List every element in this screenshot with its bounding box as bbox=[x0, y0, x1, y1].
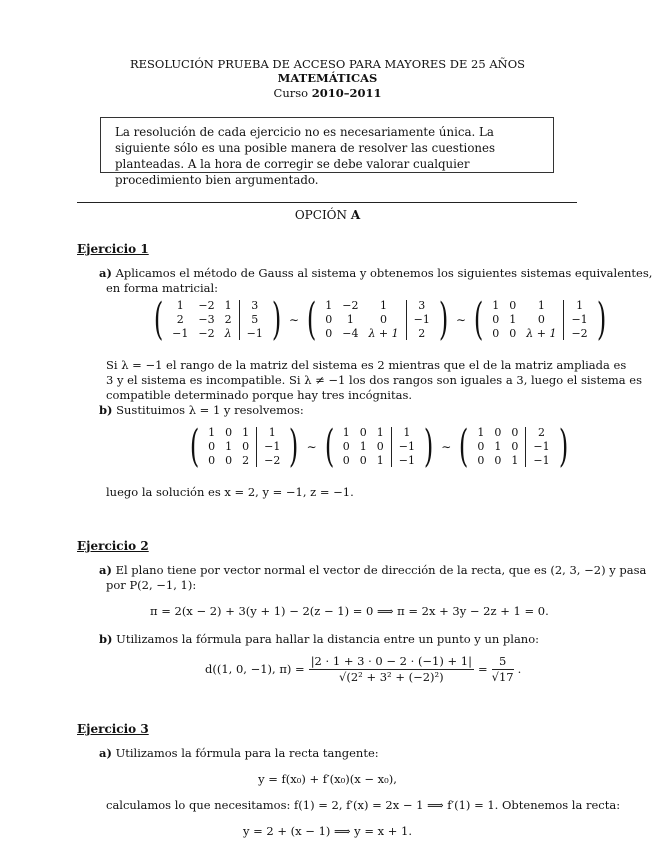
n2-col1: 1 0 0 bbox=[342, 426, 350, 467]
right-paren: ) bbox=[558, 421, 568, 472]
equivalence-symbol: ∼ bbox=[456, 313, 467, 327]
ex3-line2: calculamos lo que necesitamos: f(1) = 2, f′(x) = 2x − 1 ⟹ f′(1) = 1. Obtenemos la recta: bbox=[106, 798, 621, 812]
ex3-tangent-result: y = 2 + (x − 1) ⟹ y = x + 1. bbox=[242, 824, 413, 838]
equivalence-symbol: ∼ bbox=[306, 440, 317, 454]
divider bbox=[77, 202, 577, 203]
n2-col4: 1 −1 −1 bbox=[398, 426, 416, 467]
ex3-a-line bbox=[99, 746, 379, 761]
n3-col1: 1 0 0 bbox=[477, 426, 485, 467]
ex1-b-line bbox=[99, 403, 304, 418]
ex1-title: Ejercicio 1 bbox=[77, 242, 149, 256]
ex2-b-line bbox=[99, 632, 539, 647]
m2-col1: 1 0 0 bbox=[325, 299, 333, 340]
right-paren: ) bbox=[438, 294, 449, 345]
m2-col2: −2 1 −4 bbox=[342, 299, 359, 340]
augment-bar bbox=[406, 300, 407, 340]
ex1-b-label: b) bbox=[99, 403, 113, 417]
matrix-b1 bbox=[186, 421, 303, 472]
ex2-b-text: Utilizamos la fórmula para hallar la distancia entre un punto y un plano: bbox=[116, 632, 540, 646]
m1-col1: 1 2 −1 bbox=[172, 299, 189, 340]
matrix-3 bbox=[470, 294, 610, 345]
distance-denominator: √(2² + 3² + (−2)²) bbox=[339, 670, 444, 684]
left-paren: ( bbox=[189, 421, 200, 472]
distance-lhs: d((1, 0, −1), π) = bbox=[205, 662, 305, 676]
equivalence-symbol: ∼ bbox=[289, 313, 300, 327]
augment-bar bbox=[525, 427, 526, 467]
ex1-a-text: Aplicamos el método de Gauss al sistema y obtenemos los siguientes sistemas equivalentes, bbox=[115, 266, 653, 280]
left-paren: ( bbox=[459, 421, 469, 472]
note-box: La resolución de cada ejercicio no es necesariamente única. La siguiente sólo es una posible manera de resolver las cuestiones planteadas. A la hora de corregir se debe valorar cualquier procedimiento bien argumentado. bbox=[100, 117, 554, 173]
matrix-b2 bbox=[321, 421, 438, 472]
ex2-plane-equation: π = 2(x − 2) + 3(y + 1) − 2(z − 1) = 0 ⟹ π = 2x + 3y − 2z + 1 = 0. bbox=[150, 604, 549, 618]
ex3-a-text: Utilizamos la fórmula para la recta tangente: bbox=[115, 746, 379, 760]
n2-col2: 0 1 0 bbox=[359, 426, 367, 467]
m1-col2: −2 −3 −2 bbox=[198, 299, 215, 340]
n1-col3: 1 0 2 bbox=[242, 426, 250, 467]
header-title: RESOLUCIÓN PRUEBA DE ACCESO PARA MAYORES DE 25 AÑOS bbox=[129, 57, 526, 71]
ex2-a-line1 bbox=[99, 563, 646, 578]
right-paren: ) bbox=[271, 294, 282, 345]
result-numerator: 5 bbox=[492, 654, 514, 670]
left-paren: ( bbox=[306, 294, 317, 345]
m3-col2: 0 1 0 bbox=[509, 299, 517, 340]
matrix-1 bbox=[150, 294, 285, 345]
header-subject: MATEMÁTICAS bbox=[277, 71, 378, 85]
ex1-a-line1 bbox=[99, 266, 652, 281]
ex1-solve-row bbox=[186, 421, 572, 472]
m3-col1: 1 0 0 bbox=[492, 299, 500, 340]
n1-col1: 1 0 0 bbox=[208, 426, 216, 467]
augment-bar bbox=[256, 427, 257, 467]
equals-sign: = bbox=[478, 662, 488, 676]
right-paren: ) bbox=[423, 421, 434, 472]
course-year: 2010–2011 bbox=[311, 86, 382, 100]
distance-numerator: |2 · 1 + 3 · 0 − 2 · (−1) + 1| bbox=[310, 654, 473, 668]
equivalence-symbol: ∼ bbox=[441, 440, 452, 454]
n3-col3: 0 0 1 bbox=[511, 426, 519, 467]
n3-col2: 0 1 0 bbox=[494, 426, 502, 467]
ex3-tangent-formula: y = f(x₀) + f′(x₀)(x − x₀), bbox=[258, 772, 397, 786]
ex2-a-text: El plano tiene por vector normal el vector de dirección de la recta, que es (2, 3, −2) y pasa bbox=[115, 563, 647, 577]
matrix-2 bbox=[303, 294, 452, 345]
augment-bar bbox=[563, 300, 564, 340]
left-paren: ( bbox=[473, 294, 484, 345]
option-letter: A bbox=[350, 208, 361, 222]
right-paren: ) bbox=[596, 294, 606, 345]
left-paren: ( bbox=[324, 421, 334, 472]
m1-col4: 3 5 −1 bbox=[246, 299, 263, 340]
ex1-para-line2: 3 y el sistema es incompatible. Si λ ≠ −1 los dos rangos son iguales a 3, luego el sistema es bbox=[106, 373, 643, 387]
m1-col3: 1 2 λ bbox=[224, 299, 232, 340]
n1-col2: 0 1 0 bbox=[225, 426, 233, 467]
ex3-title: Ejercicio 3 bbox=[77, 722, 149, 736]
n3-col4: 2 −1 −1 bbox=[533, 426, 550, 467]
distance-fraction bbox=[309, 654, 474, 685]
ex1-para-line1: Si λ = −1 el rango de la matriz del sistema es 2 mientras que el de la matriz ampliada es bbox=[106, 358, 627, 372]
augment-bar bbox=[239, 300, 240, 340]
augment-bar bbox=[391, 427, 392, 467]
m2-col3: 1 0 λ + 1 bbox=[368, 299, 399, 340]
ex1-solution: luego la solución es x = 2, y = −1, z = −1. bbox=[106, 485, 354, 499]
matrix-b3 bbox=[455, 421, 572, 472]
m2-col4: 3 −1 2 bbox=[413, 299, 430, 340]
n2-col3: 1 0 1 bbox=[376, 426, 384, 467]
ex1-a-label: a) bbox=[99, 266, 112, 280]
m3-col3: 1 0 λ + 1 bbox=[526, 299, 557, 340]
course-prefix: Curso bbox=[273, 86, 312, 100]
ex2-title: Ejercicio 2 bbox=[77, 539, 149, 553]
ex3-a-label: a) bbox=[99, 746, 112, 760]
ex2-distance-formula bbox=[205, 654, 521, 685]
option-prefix: OPCIÓN bbox=[294, 208, 351, 222]
ex1-para-line3: compatible determinado porque hay tres incógnitas. bbox=[106, 388, 413, 402]
ex1-b-text: Sustituimos λ = 1 y resolvemos: bbox=[116, 403, 304, 417]
ex1-gauss-row bbox=[150, 294, 610, 345]
ex1-a-line2: en forma matricial: bbox=[106, 281, 219, 295]
m3-col4: 1 −1 −2 bbox=[571, 299, 588, 340]
result-denominator: √17 bbox=[491, 670, 514, 684]
ex2-a-line2: por P(2, −1, 1): bbox=[106, 578, 197, 592]
period: . bbox=[517, 662, 522, 676]
n1-col4: 1 −1 −2 bbox=[264, 426, 281, 467]
ex2-b-label: b) bbox=[99, 632, 113, 646]
ex2-a-label: a) bbox=[99, 563, 112, 577]
distance-result bbox=[492, 654, 514, 685]
option-title bbox=[0, 208, 655, 222]
left-paren: ( bbox=[153, 294, 164, 345]
header-course bbox=[0, 86, 655, 100]
right-paren: ) bbox=[289, 421, 299, 472]
